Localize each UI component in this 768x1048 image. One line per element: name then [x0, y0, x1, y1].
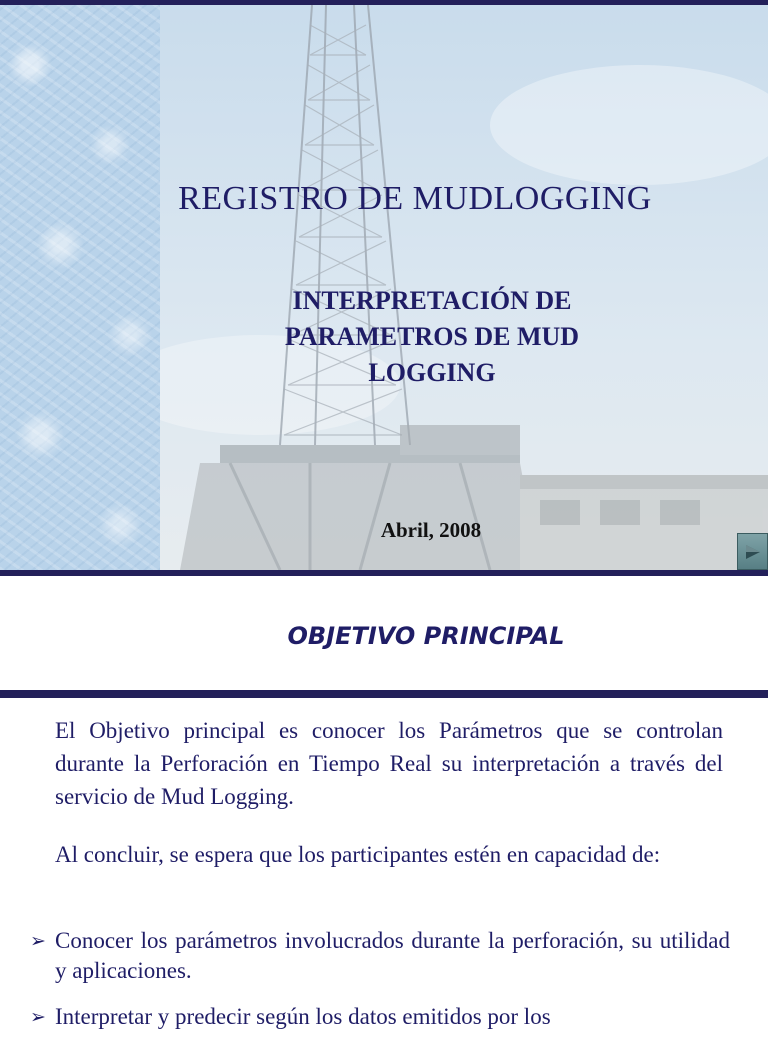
arrow-bullet-icon: ➢ — [30, 1006, 46, 1028]
objective-paragraph: El Objetivo principal es conocer los Parámetros que se controlan durante la Perforación en Tiempo Real su interpretación a través del servicio de Mud Logging. — [55, 718, 723, 809]
arrow-bullet-icon: ➢ — [30, 930, 46, 952]
slide-bottom-bar — [0, 570, 768, 576]
list-item — [30, 1002, 730, 1032]
objective-heading: OBJETIVO PRINCIPAL — [287, 622, 565, 650]
slide-subtitle: INTERPRETACIÓN DE PARAMETROS DE MUD LOGGING — [284, 286, 580, 387]
slide-date: Abril, 2008 — [380, 518, 482, 542]
objective-divider — [0, 690, 768, 698]
next-slide-button[interactable] — [737, 533, 768, 570]
objectives-list — [30, 926, 730, 1048]
play-arrow-icon — [743, 542, 763, 562]
list-item — [30, 926, 730, 986]
expectation-paragraph: Al concluir, se espera que los participantes estén en capacidad de: — [55, 842, 661, 867]
list-item-text: Interpretar y predecir según los datos emitidos por los — [55, 1004, 551, 1029]
list-item-text: Conocer los parámetros involucrados durante la perforación, su utilidad y aplicaciones. — [55, 928, 730, 983]
slide-title: REGISTRO DE MUDLOGGING — [178, 180, 652, 217]
marble-texture-panel — [0, 5, 160, 570]
